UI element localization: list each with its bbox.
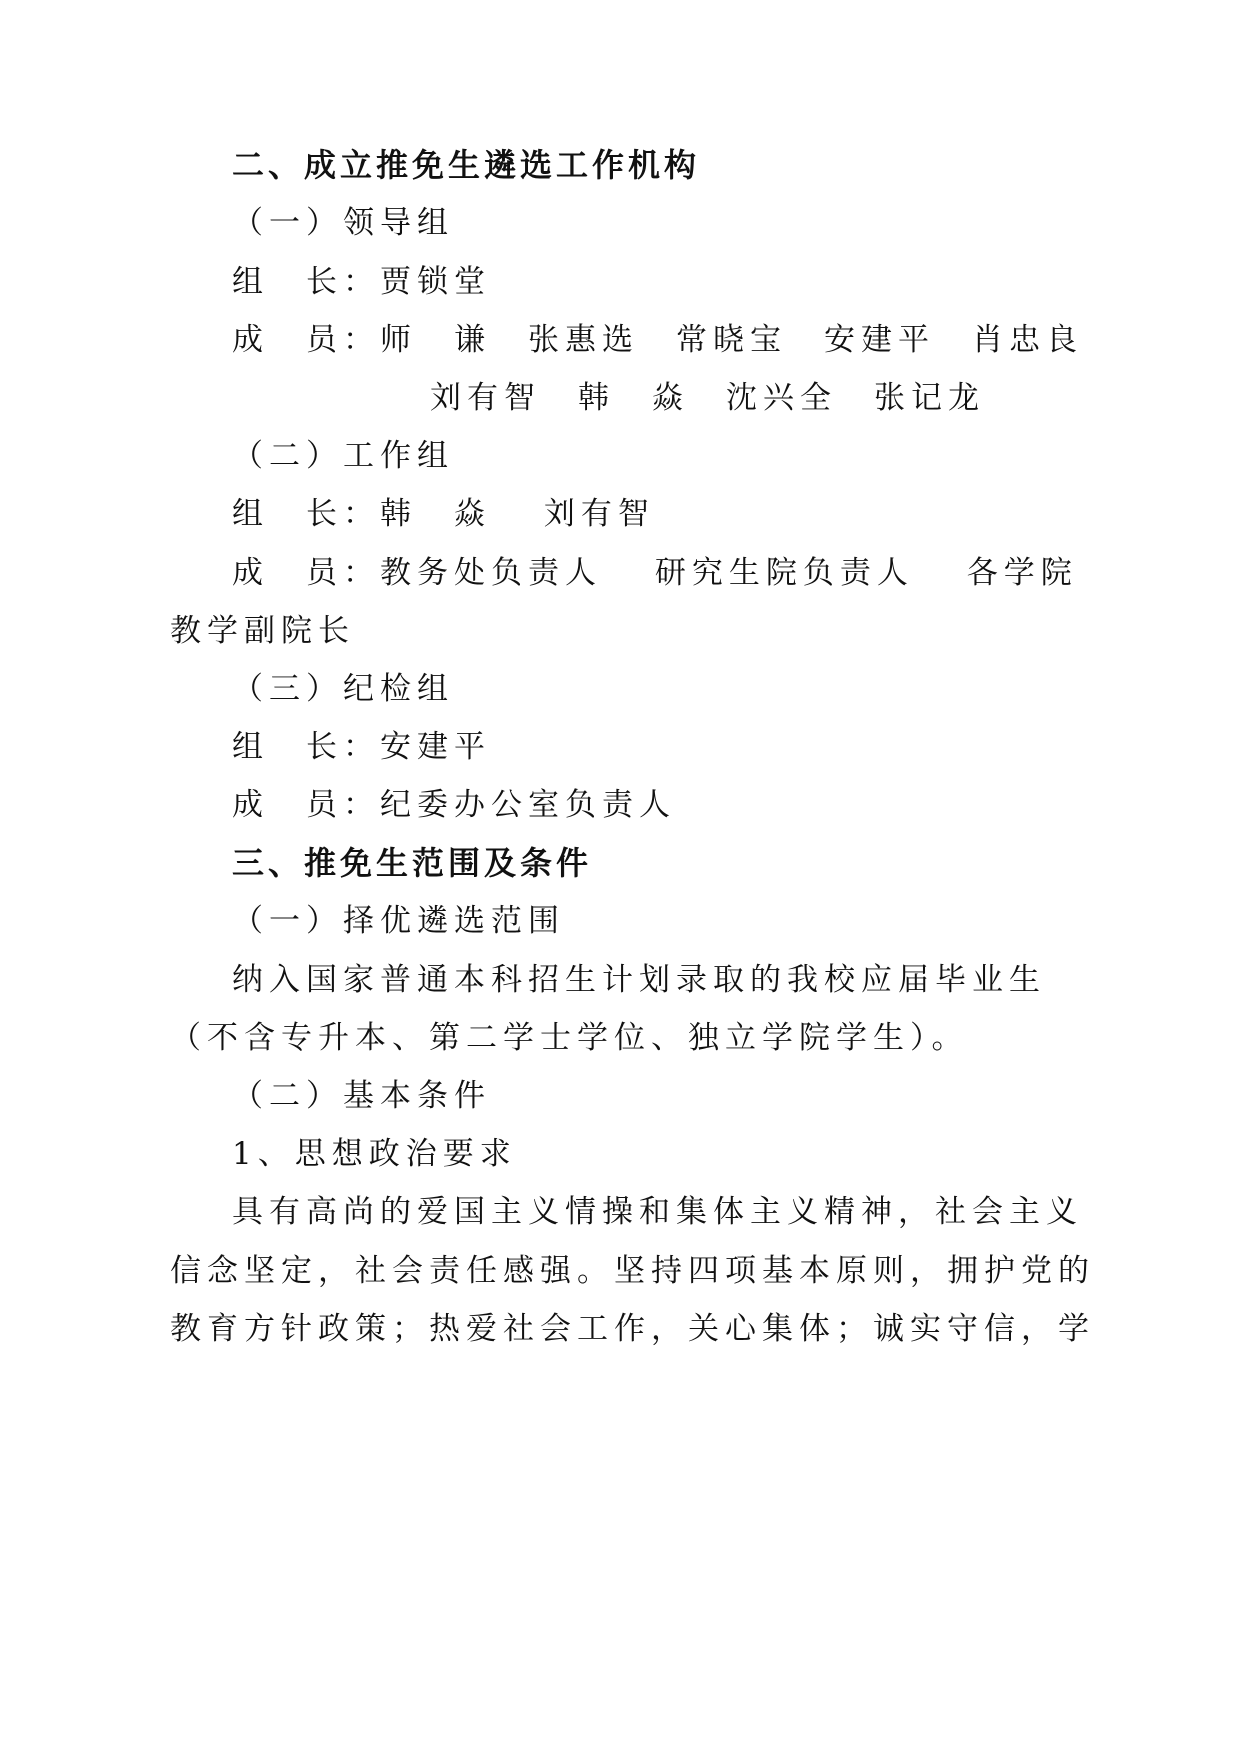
subsection-title-discipline-group: （三）纪检组 xyxy=(232,671,454,707)
section-heading-3: 三、推免生范围及条件 xyxy=(232,844,593,882)
conditions-item1-title: 1、思想政治要求 xyxy=(232,1136,517,1172)
subsection-title-work-group: （二）工作组 xyxy=(232,438,454,474)
scope-line2: （不含专升本、第二学士学位、独立学院学生）。 xyxy=(170,1020,969,1056)
conditions-item1-line2: 信念坚定，社会责任感强。坚持四项基本原则，拥护党的 xyxy=(170,1253,1095,1289)
work-group-members-line2: 教学副院长 xyxy=(170,613,355,649)
work-group-leader: 组 长：韩 焱 刘有智 xyxy=(232,496,655,532)
section-heading-2: 二、成立推免生遴选工作机构 xyxy=(232,146,701,184)
discipline-group-members: 成 员：纪委办公室负责人 xyxy=(232,787,676,823)
conditions-item1-line1: 具有高尚的爱国主义情操和集体主义精神，社会主义 xyxy=(232,1194,1083,1230)
subsection-title-leader-group: （一）领导组 xyxy=(232,205,454,241)
work-group-members-line1: 成 员：教务处负责人 研究生院负责人 各学院 xyxy=(232,555,1078,591)
leader-group-members-line1: 成 员：师 谦 张惠选 常晓宝 安建平 肖忠良 xyxy=(232,322,1083,358)
subsection-title-conditions: （二）基本条件 xyxy=(232,1078,491,1114)
scope-line1: 纳入国家普通本科招生计划录取的我校应届毕业生 xyxy=(232,962,1046,998)
leader-group-leader: 组 长：贾锁堂 xyxy=(232,264,491,300)
subsection-title-scope: （一）择优遴选范围 xyxy=(232,903,565,939)
leader-group-members-line2: 刘有智 韩 焱 沈兴全 张记龙 xyxy=(430,380,985,416)
discipline-group-leader: 组 长：安建平 xyxy=(232,729,491,765)
conditions-item1-line3: 教育方针政策；热爱社会工作，关心集体；诚实守信，学 xyxy=(170,1311,1095,1347)
